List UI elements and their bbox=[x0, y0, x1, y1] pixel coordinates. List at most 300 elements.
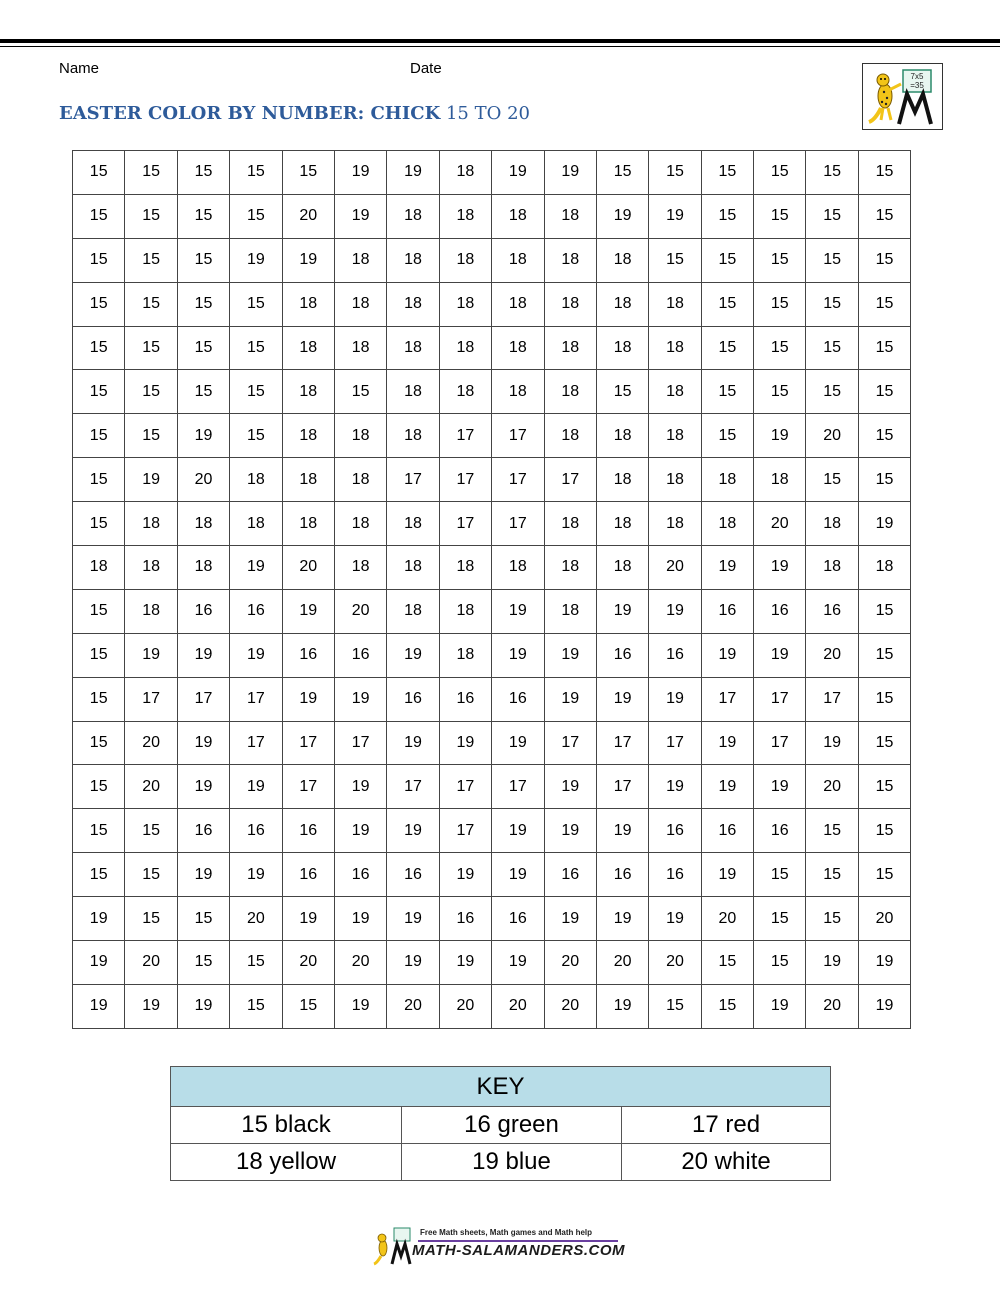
grid-cell: 15 bbox=[649, 238, 701, 282]
grid-cell: 18 bbox=[387, 502, 439, 546]
grid-cell: 19 bbox=[492, 941, 544, 985]
grid-cell: 19 bbox=[387, 721, 439, 765]
grid-cell: 18 bbox=[544, 238, 596, 282]
grid-cell: 15 bbox=[73, 151, 125, 195]
grid-cell: 19 bbox=[387, 941, 439, 985]
grid-cell: 19 bbox=[439, 721, 491, 765]
grid-cell: 17 bbox=[754, 721, 806, 765]
grid-cell: 18 bbox=[492, 282, 544, 326]
grid-cell: 16 bbox=[387, 677, 439, 721]
grid-cell: 18 bbox=[387, 282, 439, 326]
grid-cell: 19 bbox=[387, 809, 439, 853]
grid-cell: 18 bbox=[334, 502, 386, 546]
title-text: EASTER COLOR BY NUMBER: CHICK bbox=[59, 103, 441, 124]
grid-cell: 18 bbox=[230, 458, 282, 502]
grid-cell: 16 bbox=[282, 853, 334, 897]
grid-cell: 16 bbox=[177, 809, 229, 853]
grid-cell: 17 bbox=[492, 458, 544, 502]
grid-cell: 19 bbox=[73, 897, 125, 941]
grid-cell: 20 bbox=[858, 897, 910, 941]
grid-cell: 17 bbox=[439, 765, 491, 809]
grid-cell: 15 bbox=[177, 282, 229, 326]
grid-cell: 18 bbox=[439, 282, 491, 326]
grid-cell: 19 bbox=[492, 721, 544, 765]
grid-cell: 18 bbox=[649, 502, 701, 546]
grid-cell: 18 bbox=[492, 238, 544, 282]
grid-cell: 20 bbox=[177, 458, 229, 502]
grid-cell: 16 bbox=[596, 853, 648, 897]
grid-cell: 18 bbox=[282, 370, 334, 414]
grid-row bbox=[73, 809, 911, 853]
grid-cell: 15 bbox=[701, 984, 753, 1028]
grid-cell: 15 bbox=[334, 370, 386, 414]
grid-cell: 18 bbox=[649, 414, 701, 458]
grid-cell: 19 bbox=[596, 677, 648, 721]
top-rule-thick bbox=[0, 39, 1000, 43]
grid-row bbox=[73, 941, 911, 985]
grid-cell: 15 bbox=[858, 282, 910, 326]
grid-row bbox=[73, 502, 911, 546]
grid-cell: 19 bbox=[492, 809, 544, 853]
grid-cell: 20 bbox=[701, 897, 753, 941]
grid-cell: 15 bbox=[73, 502, 125, 546]
grid-cell: 15 bbox=[858, 633, 910, 677]
grid-cell: 15 bbox=[125, 151, 177, 195]
grid-cell: 20 bbox=[282, 194, 334, 238]
grid-cell: 18 bbox=[492, 326, 544, 370]
grid-cell: 16 bbox=[334, 853, 386, 897]
grid-cell: 15 bbox=[177, 194, 229, 238]
grid-cell: 17 bbox=[544, 721, 596, 765]
grid-row bbox=[73, 326, 911, 370]
grid-cell: 17 bbox=[492, 414, 544, 458]
grid-cell: 20 bbox=[806, 414, 858, 458]
grid-cell: 15 bbox=[177, 151, 229, 195]
grid-row bbox=[73, 282, 911, 326]
grid-row bbox=[73, 589, 911, 633]
grid-cell: 15 bbox=[177, 897, 229, 941]
grid-cell: 17 bbox=[492, 502, 544, 546]
key-entry: 19 blue bbox=[402, 1144, 622, 1181]
grid-cell: 19 bbox=[649, 765, 701, 809]
grid-cell: 19 bbox=[754, 984, 806, 1028]
grid-cell: 19 bbox=[492, 589, 544, 633]
key-entry: 17 red bbox=[622, 1107, 831, 1144]
grid-cell: 19 bbox=[544, 633, 596, 677]
grid-cell: 16 bbox=[701, 589, 753, 633]
grid-cell: 19 bbox=[596, 194, 648, 238]
grid-cell: 18 bbox=[282, 414, 334, 458]
grid-cell: 19 bbox=[177, 984, 229, 1028]
grid-cell: 19 bbox=[806, 941, 858, 985]
grid-cell: 18 bbox=[125, 589, 177, 633]
grid-cell: 16 bbox=[230, 589, 282, 633]
grid-cell: 15 bbox=[73, 765, 125, 809]
grid-cell: 15 bbox=[649, 984, 701, 1028]
grid-cell: 15 bbox=[73, 677, 125, 721]
grid-cell: 15 bbox=[73, 282, 125, 326]
grid-cell: 20 bbox=[806, 633, 858, 677]
grid-cell: 15 bbox=[754, 370, 806, 414]
grid-cell: 19 bbox=[754, 765, 806, 809]
grid-cell: 19 bbox=[701, 765, 753, 809]
grid-cell: 15 bbox=[806, 326, 858, 370]
grid-cell: 18 bbox=[439, 546, 491, 590]
grid-cell: 15 bbox=[806, 458, 858, 502]
grid-cell: 18 bbox=[806, 546, 858, 590]
grid-cell: 19 bbox=[125, 458, 177, 502]
grid-row bbox=[73, 765, 911, 809]
grid-cell: 15 bbox=[73, 809, 125, 853]
title-range: 15 TO 20 bbox=[445, 103, 530, 124]
grid-cell: 15 bbox=[754, 326, 806, 370]
grid-cell: 15 bbox=[230, 194, 282, 238]
color-key-table bbox=[170, 1066, 831, 1181]
grid-cell: 20 bbox=[754, 502, 806, 546]
grid-cell: 19 bbox=[334, 809, 386, 853]
grid-cell: 19 bbox=[858, 941, 910, 985]
grid-cell: 19 bbox=[754, 633, 806, 677]
grid-cell: 18 bbox=[596, 326, 648, 370]
grid-cell: 16 bbox=[754, 809, 806, 853]
grid-cell: 19 bbox=[230, 238, 282, 282]
grid-cell: 15 bbox=[125, 370, 177, 414]
grid-row bbox=[73, 853, 911, 897]
grid-cell: 18 bbox=[544, 282, 596, 326]
grid-cell: 18 bbox=[544, 326, 596, 370]
grid-cell: 19 bbox=[125, 633, 177, 677]
grid-cell: 16 bbox=[754, 589, 806, 633]
grid-cell: 15 bbox=[73, 589, 125, 633]
grid-cell: 19 bbox=[649, 897, 701, 941]
grid-cell: 16 bbox=[492, 677, 544, 721]
grid-cell: 20 bbox=[544, 941, 596, 985]
grid-cell: 20 bbox=[544, 984, 596, 1028]
grid-cell: 19 bbox=[596, 589, 648, 633]
grid-cell: 19 bbox=[334, 897, 386, 941]
grid-cell: 20 bbox=[439, 984, 491, 1028]
grid-cell: 16 bbox=[177, 589, 229, 633]
grid-cell: 18 bbox=[544, 194, 596, 238]
grid-cell: 18 bbox=[125, 502, 177, 546]
grid-cell: 19 bbox=[387, 151, 439, 195]
grid-cell: 15 bbox=[73, 326, 125, 370]
grid-cell: 19 bbox=[334, 677, 386, 721]
grid-cell: 16 bbox=[282, 809, 334, 853]
grid-cell: 20 bbox=[334, 589, 386, 633]
grid-cell: 15 bbox=[806, 151, 858, 195]
grid-cell: 18 bbox=[544, 502, 596, 546]
grid-cell: 15 bbox=[125, 414, 177, 458]
grid-cell: 18 bbox=[282, 502, 334, 546]
grid-cell: 18 bbox=[701, 502, 753, 546]
grid-cell: 17 bbox=[177, 677, 229, 721]
grid-cell: 15 bbox=[806, 853, 858, 897]
grid-cell: 17 bbox=[439, 502, 491, 546]
grid-cell: 19 bbox=[282, 897, 334, 941]
grid-cell: 15 bbox=[701, 151, 753, 195]
grid-cell: 18 bbox=[701, 458, 753, 502]
grid-cell: 16 bbox=[439, 897, 491, 941]
grid-cell: 19 bbox=[649, 194, 701, 238]
grid-cell: 16 bbox=[701, 809, 753, 853]
grid-cell: 19 bbox=[754, 414, 806, 458]
grid-cell: 18 bbox=[439, 151, 491, 195]
grid-cell: 15 bbox=[858, 370, 910, 414]
grid-cell: 15 bbox=[754, 941, 806, 985]
key-title: KEY bbox=[171, 1067, 831, 1107]
grid-cell: 20 bbox=[596, 941, 648, 985]
grid-cell: 18 bbox=[492, 546, 544, 590]
grid-cell: 18 bbox=[387, 414, 439, 458]
grid-cell: 17 bbox=[439, 414, 491, 458]
grid-cell: 20 bbox=[334, 941, 386, 985]
grid-cell: 19 bbox=[230, 765, 282, 809]
grid-cell: 19 bbox=[701, 853, 753, 897]
grid-cell: 17 bbox=[701, 677, 753, 721]
grid-cell: 19 bbox=[177, 414, 229, 458]
grid-cell: 16 bbox=[230, 809, 282, 853]
grid-row bbox=[73, 546, 911, 590]
grid-cell: 18 bbox=[282, 458, 334, 502]
key-entry: 20 white bbox=[622, 1144, 831, 1181]
grid-cell: 17 bbox=[754, 677, 806, 721]
grid-cell: 19 bbox=[492, 853, 544, 897]
grid-cell: 15 bbox=[230, 370, 282, 414]
grid-cell: 18 bbox=[439, 589, 491, 633]
grid-cell: 15 bbox=[73, 853, 125, 897]
key-entry: 16 green bbox=[402, 1107, 622, 1144]
grid-cell: 18 bbox=[858, 546, 910, 590]
grid-cell: 15 bbox=[125, 194, 177, 238]
grid-cell: 20 bbox=[125, 721, 177, 765]
grid-cell: 15 bbox=[125, 238, 177, 282]
grid-row bbox=[73, 633, 911, 677]
grid-cell: 15 bbox=[858, 809, 910, 853]
grid-cell: 19 bbox=[177, 633, 229, 677]
grid-cell: 15 bbox=[858, 326, 910, 370]
grid-cell: 18 bbox=[596, 414, 648, 458]
grid-cell: 15 bbox=[754, 897, 806, 941]
grid-cell: 19 bbox=[544, 677, 596, 721]
grid-cell: 20 bbox=[230, 897, 282, 941]
grid-cell: 15 bbox=[649, 151, 701, 195]
grid-cell: 19 bbox=[649, 677, 701, 721]
footer-url: MATH-SALAMANDERS.COM bbox=[412, 1242, 626, 1259]
grid-cell: 19 bbox=[334, 194, 386, 238]
grid-cell: 15 bbox=[125, 853, 177, 897]
grid-cell: 15 bbox=[806, 370, 858, 414]
grid-row bbox=[73, 194, 911, 238]
grid-cell: 17 bbox=[230, 721, 282, 765]
key-row bbox=[171, 1107, 831, 1144]
grid-cell: 18 bbox=[177, 502, 229, 546]
grid-cell: 15 bbox=[754, 853, 806, 897]
grid-cell: 16 bbox=[334, 633, 386, 677]
grid-cell: 17 bbox=[282, 765, 334, 809]
grid-cell: 18 bbox=[125, 546, 177, 590]
salamander-icon bbox=[372, 1226, 412, 1266]
grid-cell: 15 bbox=[858, 151, 910, 195]
name-label: Name bbox=[59, 60, 100, 77]
grid-cell: 18 bbox=[439, 238, 491, 282]
grid-row bbox=[73, 414, 911, 458]
grid-cell: 18 bbox=[230, 502, 282, 546]
grid-cell: 18 bbox=[334, 238, 386, 282]
grid-cell: 15 bbox=[754, 238, 806, 282]
grid-cell: 17 bbox=[334, 721, 386, 765]
grid-cell: 16 bbox=[282, 633, 334, 677]
grid-cell: 15 bbox=[230, 984, 282, 1028]
grid-cell: 17 bbox=[492, 765, 544, 809]
key-entry: 18 yellow bbox=[171, 1144, 402, 1181]
grid-cell: 15 bbox=[701, 414, 753, 458]
grid-cell: 15 bbox=[754, 282, 806, 326]
grid-cell: 15 bbox=[754, 194, 806, 238]
key-row bbox=[171, 1144, 831, 1181]
grid-row bbox=[73, 238, 911, 282]
grid-cell: 17 bbox=[387, 765, 439, 809]
grid-cell: 15 bbox=[858, 765, 910, 809]
grid-cell: 19 bbox=[858, 984, 910, 1028]
grid-cell: 20 bbox=[806, 984, 858, 1028]
grid-cell: 15 bbox=[701, 370, 753, 414]
grid-cell: 18 bbox=[334, 282, 386, 326]
grid-cell: 15 bbox=[858, 589, 910, 633]
grid-cell: 20 bbox=[649, 546, 701, 590]
grid-cell: 15 bbox=[230, 326, 282, 370]
grid-cell: 16 bbox=[806, 589, 858, 633]
grid-cell: 16 bbox=[596, 633, 648, 677]
grid-cell: 19 bbox=[701, 721, 753, 765]
grid-cell: 19 bbox=[596, 809, 648, 853]
grid-cell: 15 bbox=[230, 941, 282, 985]
grid-cell: 17 bbox=[649, 721, 701, 765]
grid-cell: 19 bbox=[596, 984, 648, 1028]
footer-logo bbox=[372, 1226, 628, 1266]
grid-cell: 18 bbox=[649, 370, 701, 414]
grid-cell: 16 bbox=[544, 853, 596, 897]
grid-cell: 19 bbox=[858, 502, 910, 546]
grid-cell: 18 bbox=[387, 546, 439, 590]
grid-cell: 15 bbox=[125, 326, 177, 370]
grid-cell: 15 bbox=[858, 721, 910, 765]
grid-cell: 15 bbox=[701, 238, 753, 282]
grid-cell: 15 bbox=[73, 633, 125, 677]
grid-cell: 18 bbox=[754, 458, 806, 502]
grid-cell: 19 bbox=[177, 765, 229, 809]
grid-cell: 19 bbox=[282, 589, 334, 633]
grid-cell: 18 bbox=[334, 414, 386, 458]
grid-cell: 19 bbox=[230, 853, 282, 897]
grid-cell: 16 bbox=[649, 633, 701, 677]
grid-cell: 15 bbox=[177, 238, 229, 282]
grid-cell: 15 bbox=[230, 282, 282, 326]
grid-cell: 19 bbox=[125, 984, 177, 1028]
grid-cell: 18 bbox=[177, 546, 229, 590]
grid-cell: 18 bbox=[282, 326, 334, 370]
grid-cell: 19 bbox=[544, 151, 596, 195]
grid-row bbox=[73, 721, 911, 765]
grid-cell: 18 bbox=[806, 502, 858, 546]
worksheet-title bbox=[59, 103, 530, 124]
grid-cell: 18 bbox=[439, 370, 491, 414]
grid-cell: 15 bbox=[282, 984, 334, 1028]
grid-cell: 20 bbox=[806, 765, 858, 809]
grid-cell: 18 bbox=[439, 633, 491, 677]
grid-cell: 15 bbox=[125, 897, 177, 941]
grid-cell: 19 bbox=[701, 633, 753, 677]
grid-cell: 17 bbox=[544, 458, 596, 502]
grid-cell: 19 bbox=[701, 546, 753, 590]
logo-text-bottom: =35 bbox=[910, 81, 924, 90]
grid-cell: 16 bbox=[387, 853, 439, 897]
grid-cell: 18 bbox=[387, 238, 439, 282]
grid-cell: 15 bbox=[858, 414, 910, 458]
grid-cell: 18 bbox=[282, 282, 334, 326]
grid-cell: 18 bbox=[387, 194, 439, 238]
grid-row bbox=[73, 151, 911, 195]
grid-cell: 15 bbox=[73, 414, 125, 458]
grid-cell: 19 bbox=[649, 589, 701, 633]
grid-cell: 18 bbox=[649, 326, 701, 370]
grid-cell: 18 bbox=[596, 282, 648, 326]
grid-cell: 15 bbox=[806, 194, 858, 238]
grid-cell: 15 bbox=[858, 238, 910, 282]
grid-cell: 15 bbox=[858, 194, 910, 238]
grid-cell: 17 bbox=[282, 721, 334, 765]
grid-cell: 18 bbox=[73, 546, 125, 590]
grid-cell: 18 bbox=[596, 546, 648, 590]
grid-cell: 17 bbox=[387, 458, 439, 502]
grid-cell: 17 bbox=[596, 765, 648, 809]
top-rule-thin bbox=[0, 46, 1000, 47]
grid-cell: 19 bbox=[439, 853, 491, 897]
grid-cell: 18 bbox=[649, 458, 701, 502]
grid-cell: 15 bbox=[177, 370, 229, 414]
grid-cell: 20 bbox=[649, 941, 701, 985]
grid-cell: 15 bbox=[701, 326, 753, 370]
grid-cell: 19 bbox=[492, 633, 544, 677]
grid-cell: 20 bbox=[282, 941, 334, 985]
grid-cell: 15 bbox=[596, 151, 648, 195]
grid-cell: 19 bbox=[334, 984, 386, 1028]
grid-cell: 18 bbox=[334, 546, 386, 590]
grid-cell: 19 bbox=[73, 984, 125, 1028]
salamander-logo bbox=[862, 63, 943, 130]
grid-cell: 15 bbox=[73, 458, 125, 502]
grid-cell: 17 bbox=[806, 677, 858, 721]
grid-cell: 15 bbox=[282, 151, 334, 195]
grid-cell: 18 bbox=[544, 414, 596, 458]
grid-cell: 19 bbox=[387, 897, 439, 941]
grid-cell: 15 bbox=[125, 809, 177, 853]
grid-cell: 15 bbox=[806, 897, 858, 941]
grid-cell: 16 bbox=[649, 809, 701, 853]
grid-cell: 16 bbox=[492, 897, 544, 941]
grid-cell: 15 bbox=[73, 370, 125, 414]
grid-cell: 19 bbox=[806, 721, 858, 765]
grid-cell: 18 bbox=[492, 194, 544, 238]
grid-cell: 15 bbox=[806, 809, 858, 853]
grid-cell: 15 bbox=[858, 853, 910, 897]
grid-cell: 15 bbox=[596, 370, 648, 414]
grid-cell: 19 bbox=[492, 151, 544, 195]
grid-cell: 19 bbox=[177, 721, 229, 765]
grid-cell: 15 bbox=[806, 238, 858, 282]
grid-cell: 19 bbox=[73, 941, 125, 985]
grid-row bbox=[73, 370, 911, 414]
